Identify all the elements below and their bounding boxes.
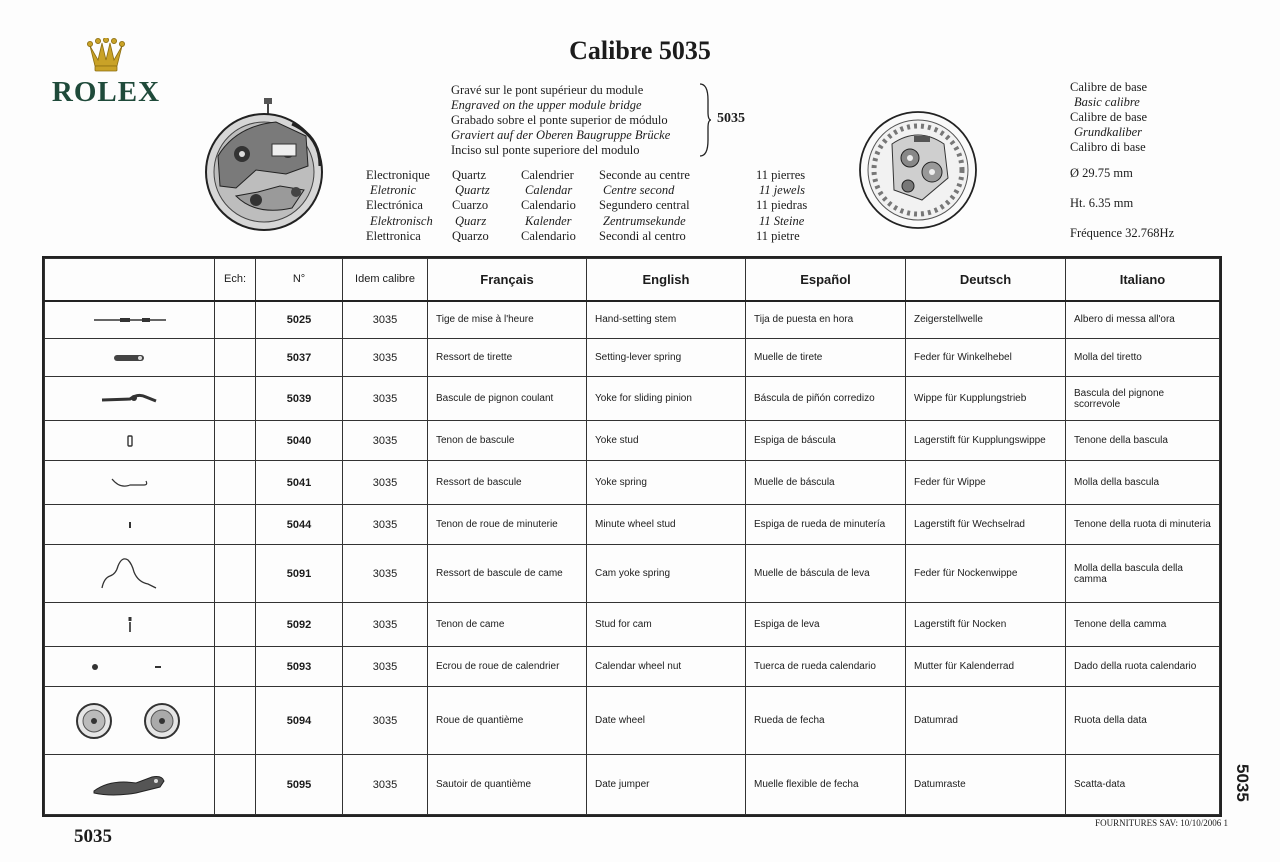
spec-jewels: 11 jewels (759, 183, 805, 198)
table-row (45, 301, 1220, 339)
name-es: Espiga de báscula (746, 421, 906, 461)
table-header-row (45, 259, 1220, 301)
engraving-line: Gravé sur le pont supérieur du module (451, 83, 644, 97)
name-en: Yoke spring (587, 461, 746, 505)
table-row (45, 755, 1220, 815)
yoke-icon (100, 391, 160, 407)
spec-second-column (599, 168, 690, 244)
name-es: Espiga de rueda de minutería (746, 505, 906, 545)
ech-cell (215, 687, 256, 755)
idem-calibre: 3035 (343, 545, 428, 603)
table-row (45, 339, 1220, 377)
movement-module-image (196, 96, 336, 246)
base-frequency: Fréquence 32.768Hz (1070, 226, 1175, 240)
stud-icon (126, 520, 134, 530)
ech-cell (215, 755, 256, 815)
name-es: Tija de puesta en hora (746, 301, 906, 339)
ech-cell (215, 505, 256, 545)
ech-cell (215, 603, 256, 647)
ech-cell (215, 421, 256, 461)
header-idem: Idem calibre (343, 259, 428, 301)
brace-icon (698, 82, 712, 158)
base-height: Ht. 6.35 mm (1070, 196, 1134, 210)
header-ech: Ech: (215, 259, 256, 301)
name-it: Tenone della camma (1066, 603, 1220, 647)
idem-calibre: 3035 (343, 755, 428, 815)
spec-calendar: Calendrier (521, 168, 574, 182)
name-de: Mutter für Kalenderrad (906, 647, 1066, 687)
part-number: 5093 (256, 647, 343, 687)
stem-icon (90, 314, 170, 326)
name-it: Molla della bascula (1066, 461, 1220, 505)
spec-energy: Quarz (455, 213, 487, 228)
side-code: 5035 (1233, 764, 1252, 802)
name-es: Tuerca de rueda calendario (746, 647, 906, 687)
name-it: Albero di messa all'ora (1066, 301, 1220, 339)
idem-calibre: 3035 (343, 461, 428, 505)
name-it: Scatta-data (1066, 755, 1220, 815)
spec-type: Eletronic (370, 183, 417, 198)
name-it: Molla del tiretto (1066, 339, 1220, 377)
part-image (45, 421, 215, 461)
header-spanish: Español (746, 259, 906, 301)
name-de: Feder für Winkelhebel (906, 339, 1066, 377)
header-french: Français (428, 259, 587, 301)
part-number: 5039 (256, 377, 343, 421)
name-es: Báscula de piñón corredizo (746, 377, 906, 421)
spec-calendar-column (521, 168, 576, 244)
spec-type: Elektronisch (370, 213, 433, 228)
base-diameter: Ø 29.75 mm (1070, 166, 1133, 180)
base-label: Calibre de base (1070, 110, 1148, 124)
name-fr: Tenon de came (428, 603, 587, 647)
name-en: Minute wheel stud (587, 505, 746, 545)
name-de: Lagerstift für Nocken (906, 603, 1066, 647)
spec-second: Seconde au centre (599, 168, 690, 182)
spec-energy-column (452, 168, 490, 244)
name-fr: Bascule de pignon coulant (428, 377, 587, 421)
name-fr: Sautoir de quantième (428, 755, 587, 815)
idem-calibre: 3035 (343, 377, 428, 421)
part-image (45, 687, 215, 755)
spring-icon (110, 352, 150, 364)
name-it: Tenone della bascula (1066, 421, 1220, 461)
engraving-line: Graviert auf der Oberen Baugruppe Brücke (451, 128, 671, 142)
date-jumper-icon (90, 771, 170, 799)
part-number: 5092 (256, 603, 343, 647)
name-es: Rueda de fecha (746, 687, 906, 755)
name-fr: Ressort de tirette (428, 339, 587, 377)
cam-spring-icon (98, 554, 162, 594)
spec-energy: Quartz (452, 168, 487, 182)
name-en: Calendar wheel nut (587, 647, 746, 687)
name-en: Date wheel (587, 687, 746, 755)
header-number: N° (256, 259, 343, 301)
part-image (45, 377, 215, 421)
page-title: Calibre 5035 (569, 36, 711, 65)
spec-jewels: 11 Steine (759, 213, 805, 228)
part-number: 5041 (256, 461, 343, 505)
spec-type: Elettronica (366, 228, 421, 243)
idem-calibre: 3035 (343, 505, 428, 545)
spec-type: Electronique (366, 168, 430, 182)
name-en: Stud for cam (587, 603, 746, 647)
date-wheel-icon (70, 699, 190, 743)
part-image (45, 505, 215, 545)
name-en: Setting-lever spring (587, 339, 746, 377)
header-image (45, 259, 215, 301)
name-fr: Tenon de bascule (428, 421, 587, 461)
part-image (45, 545, 215, 603)
part-image (45, 603, 215, 647)
part-image (45, 755, 215, 815)
name-fr: Roue de quantième (428, 687, 587, 755)
part-image (45, 339, 215, 377)
name-de: Wippe für Kupplungstrieb (906, 377, 1066, 421)
name-de: Datumrad (906, 687, 1066, 755)
spec-jewels: 11 piedras (756, 198, 808, 213)
parts-table (42, 256, 1222, 817)
nut-icon (85, 661, 175, 673)
name-de: Lagerstift für Kupplungswippe (906, 421, 1066, 461)
spec-calendar: Calendario (521, 228, 576, 243)
name-es: Espiga de leva (746, 603, 906, 647)
name-de: Datumraste (906, 755, 1066, 815)
name-en: Yoke for sliding pinion (587, 377, 746, 421)
spring-icon (110, 475, 150, 491)
engraving-description (451, 83, 670, 158)
spec-calendar: Kalender (525, 213, 572, 228)
stud-icon (126, 616, 134, 634)
ech-cell (215, 377, 256, 421)
idem-calibre: 3035 (343, 603, 428, 647)
footer-note: FOURNITURES SAV: 10/10/2006 1 (1095, 818, 1228, 828)
spec-second: Zentrumsekunde (603, 213, 686, 228)
table-row (45, 647, 1220, 687)
table-row (45, 603, 1220, 647)
name-fr: Tige de mise à l'heure (428, 301, 587, 339)
part-number: 5094 (256, 687, 343, 755)
table-row (45, 505, 1220, 545)
base-label: Basic calibre (1074, 95, 1140, 109)
brand-wordmark: ROLEX (51, 76, 161, 108)
table-row (45, 687, 1220, 755)
name-it: Bascula del pignone scorrevole (1066, 377, 1220, 421)
spec-jewels: 11 pierres (756, 168, 806, 182)
name-en: Yoke stud (587, 421, 746, 461)
ech-cell (215, 545, 256, 603)
spec-second: Centre second (603, 183, 675, 198)
footer-code: 5035 (74, 826, 112, 847)
header-italian: Italiano (1066, 259, 1220, 301)
name-it: Molla della bascula della camma (1066, 545, 1220, 603)
name-en: Cam yoke spring (587, 545, 746, 603)
header-english: English (587, 259, 746, 301)
part-image (45, 647, 215, 687)
spec-second: Segundero central (599, 198, 690, 213)
idem-calibre: 3035 (343, 647, 428, 687)
base-calibre-image (852, 102, 982, 242)
name-es: Muelle de báscula (746, 461, 906, 505)
header-german: Deutsch (906, 259, 1066, 301)
part-number: 5044 (256, 505, 343, 545)
part-image (45, 461, 215, 505)
part-number: 5037 (256, 339, 343, 377)
ech-cell (215, 339, 256, 377)
spec-jewels-column (756, 168, 807, 244)
table-row (45, 461, 1220, 505)
engraving-code: 5035 (717, 111, 745, 126)
name-it: Ruota della data (1066, 687, 1220, 755)
part-number: 5025 (256, 301, 343, 339)
table-row (45, 377, 1220, 421)
table-row (45, 421, 1220, 461)
ech-cell (215, 461, 256, 505)
part-number: 5091 (256, 545, 343, 603)
spec-energy: Quartz (455, 183, 490, 198)
spec-type-column (366, 168, 433, 244)
base-label: Calibre de base (1070, 80, 1148, 94)
part-number: 5040 (256, 421, 343, 461)
engraving-line: Grabado sobre el ponte superior de módulo (451, 113, 668, 127)
name-it: Tenone della ruota di minuteria (1066, 505, 1220, 545)
name-de: Zeigerstellwelle (906, 301, 1066, 339)
stud-icon (125, 435, 135, 447)
base-calibre-info (1070, 80, 1174, 241)
idem-calibre: 3035 (343, 301, 428, 339)
spec-jewels: 11 pietre (756, 228, 800, 243)
idem-calibre: 3035 (343, 421, 428, 461)
spec-energy: Cuarzo (452, 198, 489, 213)
name-fr: Ressort de bascule (428, 461, 587, 505)
name-de: Feder für Wippe (906, 461, 1066, 505)
name-fr: Ecrou de roue de calendrier (428, 647, 587, 687)
part-image (45, 301, 215, 339)
name-fr: Tenon de roue de minuterie (428, 505, 587, 545)
name-es: Muelle de báscula de leva (746, 545, 906, 603)
base-label: Grundkaliber (1074, 125, 1143, 139)
idem-calibre: 3035 (343, 687, 428, 755)
spec-calendar: Calendario (521, 198, 576, 213)
spec-calendar: Calendar (525, 183, 573, 198)
name-en: Hand-setting stem (587, 301, 746, 339)
ech-cell (215, 301, 256, 339)
ech-cell (215, 647, 256, 687)
spec-second: Secondi al centro (599, 228, 686, 243)
engraving-line: Inciso sul ponte superiore del modulo (451, 143, 640, 157)
base-label: Calibro di base (1070, 140, 1146, 154)
spec-energy: Quarzo (452, 228, 489, 243)
name-it: Dado della ruota calendario (1066, 647, 1220, 687)
part-number: 5095 (256, 755, 343, 815)
name-de: Lagerstift für Wechselrad (906, 505, 1066, 545)
name-fr: Ressort de bascule de came (428, 545, 587, 603)
spec-type: Electrónica (366, 198, 423, 213)
name-en: Date jumper (587, 755, 746, 815)
engraving-line: Engraved on the upper module bridge (451, 98, 642, 112)
name-de: Feder für Nockenwippe (906, 545, 1066, 603)
name-es: Muelle flexible de fecha (746, 755, 906, 815)
table-row (45, 545, 1220, 603)
idem-calibre: 3035 (343, 339, 428, 377)
name-es: Muelle de tirete (746, 339, 906, 377)
